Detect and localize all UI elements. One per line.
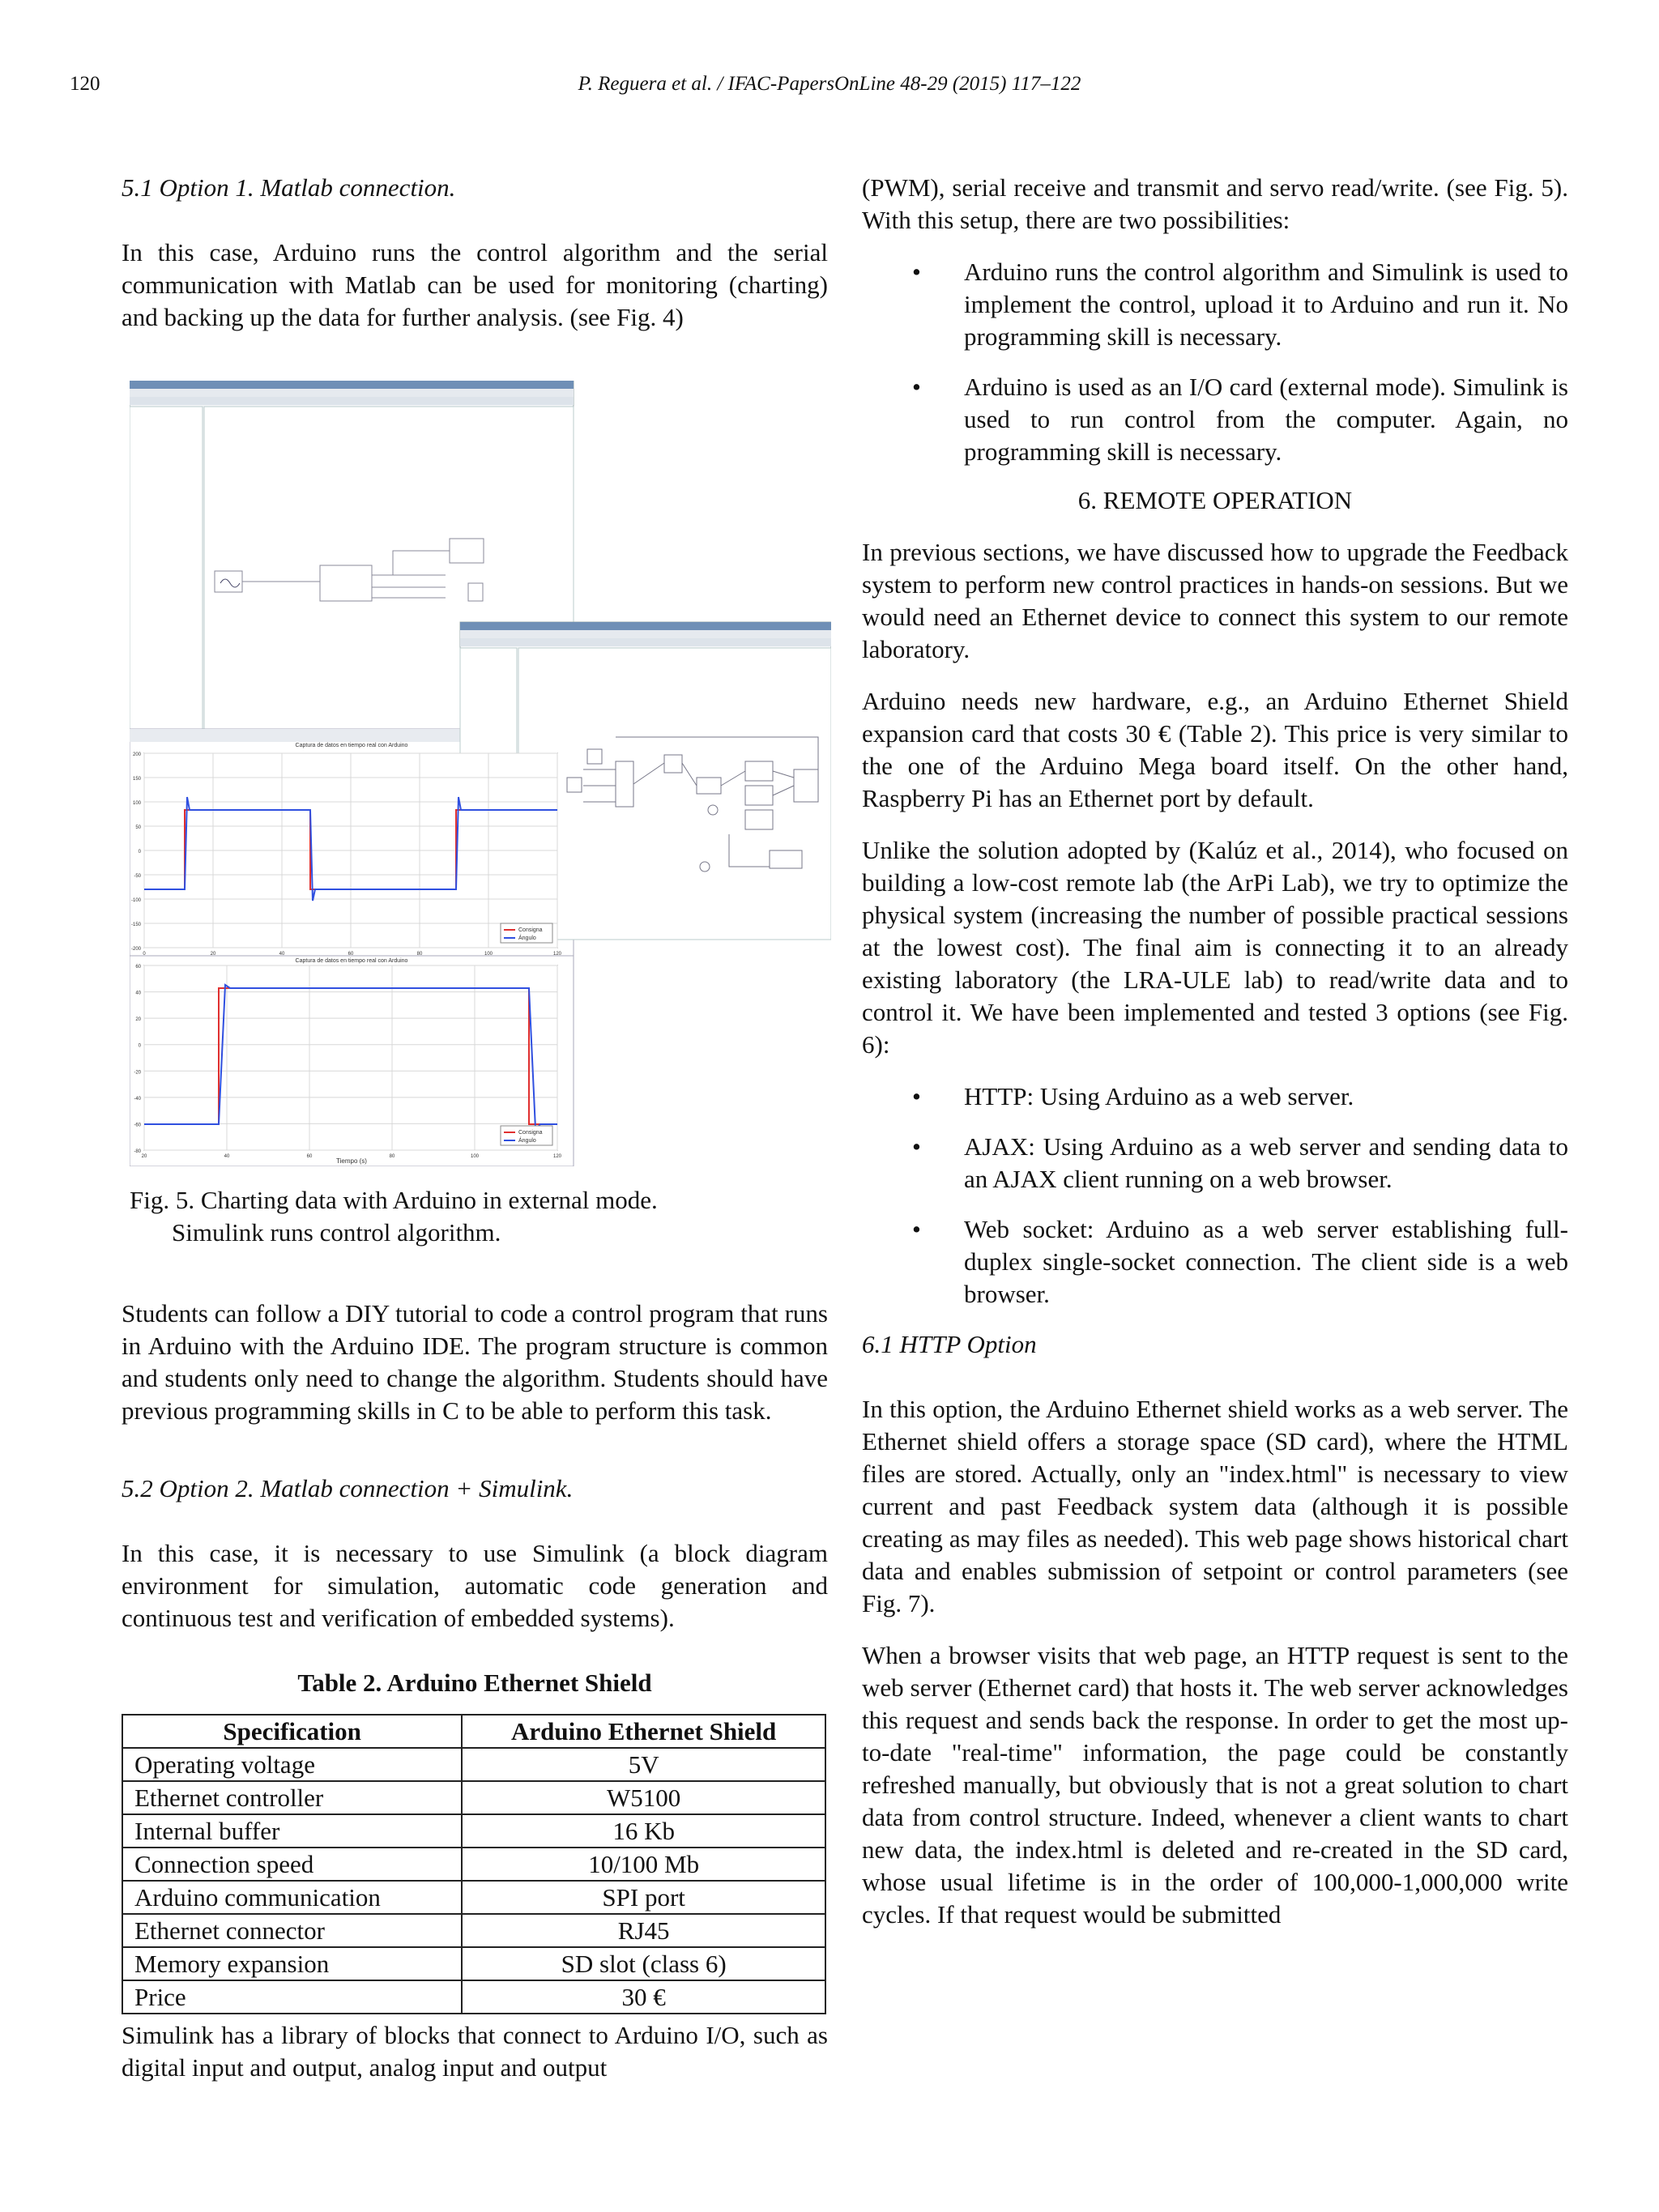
chart-2-legend-label: Ángulo — [518, 1138, 536, 1144]
chart-2-y-tick-label: -60 — [134, 1123, 141, 1128]
table-cell-value: 10/100 Mb — [462, 1848, 825, 1881]
table-row — [122, 1781, 825, 1814]
chart-1-y-tick-label: 150 — [132, 777, 141, 782]
chart-1-x-tick-label: 20 — [210, 952, 216, 957]
chart-2-title: Captura de datos en tiempo real con Arduino — [295, 958, 408, 964]
chart-2-x-tick-label: 100 — [470, 1154, 480, 1159]
table-cell-spec: Price — [122, 1980, 462, 2014]
chart-1-y-tick-label: -100 — [130, 898, 141, 903]
table-2 — [122, 1714, 826, 2014]
table-cell-value: 16 Kb — [462, 1814, 825, 1848]
table-cell-value: SPI port — [462, 1881, 825, 1914]
chart-1-x-tick-label: 120 — [552, 952, 562, 957]
table-cell-spec: Ethernet connector — [122, 1914, 462, 1947]
chart-2-y-tick-label: 40 — [135, 991, 141, 996]
table-header-spec: Specification — [122, 1715, 462, 1748]
table-cell-spec: Memory expansion — [122, 1947, 462, 1980]
chart-1-x-tick-label: 40 — [279, 952, 285, 957]
section-5-1-heading: 5.1 Option 1. Matlab connection. — [122, 173, 456, 202]
figure-5-screenshot — [130, 381, 831, 1166]
table-row — [122, 1881, 825, 1914]
list-item: • HTTP: Using Arduino as a web server. — [862, 1080, 1568, 1113]
left-column-top — [122, 172, 828, 353]
table-row — [122, 1748, 825, 1781]
section-5-2-heading: 5.2 Option 2. Matlab connection + Simulink. — [122, 1474, 574, 1502]
chart-2-xlabel: Tiempo (s) — [336, 1157, 367, 1165]
chart-1-y-tick-label: -150 — [130, 923, 141, 927]
table-row — [122, 1848, 825, 1881]
left-column-bottom — [122, 1298, 828, 2103]
chart-1-x-tick-label: 100 — [484, 952, 493, 957]
table-cell-value: SD slot (class 6) — [462, 1947, 825, 1980]
chart-2-y-tick-label: 0 — [138, 1043, 141, 1049]
chart-1-legend-label: Ángulo — [518, 936, 536, 941]
table-cell-spec: Operating voltage — [122, 1748, 462, 1781]
table-cell-spec: Internal buffer — [122, 1814, 462, 1848]
chart-1-y-tick-label: -50 — [134, 874, 141, 879]
chart-2-legend-label: Consigna — [518, 1130, 543, 1136]
chart-1-x-tick-label: 60 — [348, 952, 354, 957]
section-6-heading: 6. REMOTE OPERATION — [1077, 486, 1353, 514]
table-cell-value: RJ45 — [462, 1914, 825, 1947]
table-cell-spec: Ethernet controller — [122, 1781, 462, 1814]
chart-1-x-tick-label: 80 — [416, 952, 423, 957]
table-row — [122, 1947, 825, 1980]
list-item: • Web socket: Arduino as a web server establishing full-duplex single-socket connection. The client side is a web browser. — [862, 1213, 1568, 1311]
table-cell-spec: Arduino communication — [122, 1881, 462, 1914]
section-6-1-paragraph-1: In this option, the Arduino Ethernet shield works as a web server. The Ethernet shield offers a storage space (SD card), where the HTML files are stored. Actually, only an "index.html" is necessary to view current and past Feedback system data (although it is possible creating as may files as needed). This web page shows historical chart data and enables submission of setpoint or control parameters (see Fig. 7). — [862, 1395, 1568, 1617]
page-number: 120 — [70, 73, 100, 95]
right-column — [862, 172, 1568, 1950]
chart-2-plot-area — [144, 965, 557, 1150]
table-cell-value: 5V — [462, 1748, 825, 1781]
table-header-row — [122, 1715, 825, 1748]
chart-2-x-tick-label: 40 — [224, 1154, 230, 1159]
chart-1-y-tick-label: 200 — [132, 752, 141, 757]
table-header-value: Arduino Ethernet Shield — [462, 1715, 825, 1748]
chart-1-y-tick-label: -200 — [130, 947, 141, 952]
simulink-library-paragraph: Simulink has a library of blocks that connect to Arduino I/O, such as digital input and output, analog input and output — [122, 2021, 828, 2082]
chart-1-x-tick-label: 0 — [143, 952, 146, 957]
table-cell-value: 30 € — [462, 1980, 825, 2014]
list-item: • Arduino is used as an I/O card (external mode). Simulink is used to run control from the computer. Again, no programming skill is necessary. — [862, 371, 1568, 468]
figure-5-caption-line-1: Fig. 5. Charting data with Arduino in external mode. — [130, 1186, 658, 1214]
chart-2-y-tick-label: 60 — [135, 965, 141, 970]
table-cell-spec: Connection speed — [122, 1848, 462, 1881]
chart-2-x-tick-label: 120 — [552, 1154, 562, 1159]
chart-2-x-tick-label: 20 — [141, 1154, 147, 1159]
section-6-1-heading: 6.1 HTTP Option — [862, 1330, 1037, 1358]
table-row — [122, 1814, 825, 1848]
section-6-1-paragraph-2: When a browser visits that web page, an HTTP request is sent to the web server (Ethernet card) that hosts it. The web server acknowledges this request and sends back the response. In order to get the most up-to-date "real-time" information, the page could be constantly refreshed manually, but obviously that is not a great solution to chart data from control structure. Indeed, whenever a client wants to chart new data, the index.html is deleted and re-created in the SD card, whose usual lifetime is in the order of 100,000-1,000,000 write cycles. If that request would be submitted — [862, 1641, 1568, 1929]
students-paragraph: Students can follow a DIY tutorial to code a control program that runs in Arduino with the Arduino IDE. The program structure is common and students only need to change the algorithm. Students should have previous programming skills in C to be able to perform this task. — [122, 1299, 828, 1425]
table-cell-value: W5100 — [462, 1781, 825, 1814]
table-2-caption: Table 2. Arduino Ethernet Shield — [297, 1669, 652, 1697]
chart-2-y-tick-label: 20 — [135, 1017, 141, 1023]
section-6-paragraph-3: Unlike the solution adopted by (Kalúz et al., 2014), who focused on building a low-cost remote lab (the ArPi Lab), we try to optimize the physical system (increasing the number of possible practical sessions at the lowest cost). The final aim is connecting it to an already existing laboratory (the LRA-ULE lab) to read/write data and to control it. We have been implemented and tested 3 options (see Fig. 6): — [862, 836, 1568, 1059]
section-6-paragraph-2: Arduino needs new hardware, e.g., an Arduino Ethernet Shield expansion card that costs 30 € (Table 2). This price is very similar to the one of the Arduino Mega board itself. On the other hand, Raspberry Pi has an Ethernet port by default. — [862, 687, 1568, 812]
section-6-paragraph-1: In previous sections, we have discussed how to upgrade the Feedback system to perform new control practices in hands-on sessions. But we would need an Ethernet device to connect this system to our remote laboratory. — [862, 538, 1568, 663]
chart-2-x-tick-label: 80 — [389, 1154, 395, 1159]
chart-2-y-tick-label: -80 — [134, 1149, 141, 1154]
section-5-1-paragraph: In this case, Arduino runs the control algorithm and the serial communication with Matlab can be used for monitoring (charting) and backing up the data for further analysis. (see Fig. 4) — [122, 238, 828, 331]
figure-5 — [130, 381, 831, 1166]
chart-2-y-tick-label: -20 — [134, 1070, 141, 1076]
chart-1-title: Captura de datos en tiempo real con Arduino — [295, 743, 408, 748]
table-row — [122, 1914, 825, 1947]
figure-5-caption-line-2: Simulink runs control algorithm. — [172, 1218, 501, 1247]
list-item: • Arduino runs the control algorithm and Simulink is used to implement the control, upload it to Arduino and run it. No programming skill is necessary. — [862, 256, 1568, 353]
table-row — [122, 1980, 825, 2014]
chart-2-x-tick-label: 60 — [306, 1154, 313, 1159]
pwm-continuation-paragraph: (PWM), serial receive and transmit and servo read/write. (see Fig. 5). With this setup, there are two possibilities: — [862, 173, 1568, 234]
running-title: P. Reguera et al. / IFAC-PapersOnLine 48-29 (2015) 117–122 — [578, 73, 1081, 95]
chart-1-y-tick-label: 100 — [132, 801, 141, 806]
chart-1-legend-label: Consigna — [518, 927, 543, 933]
chart-1-y-tick-label: 50 — [135, 825, 141, 830]
figure-5-caption — [130, 1184, 828, 1249]
list-item: • AJAX: Using Arduino as a web server and sending data to an AJAX client running on a web browser. — [862, 1131, 1568, 1196]
chart-2-y-tick-label: -40 — [134, 1096, 141, 1102]
chart-1-y-tick-label: 0 — [138, 850, 141, 855]
remote-options-bullet-list — [862, 1080, 1568, 1311]
section-5-2-paragraph: In this case, it is necessary to use Simulink (a block diagram environment for simulation, automatic code generation and continuous test and verification of embedded systems). — [122, 1539, 828, 1632]
options-bullet-list — [862, 256, 1568, 468]
